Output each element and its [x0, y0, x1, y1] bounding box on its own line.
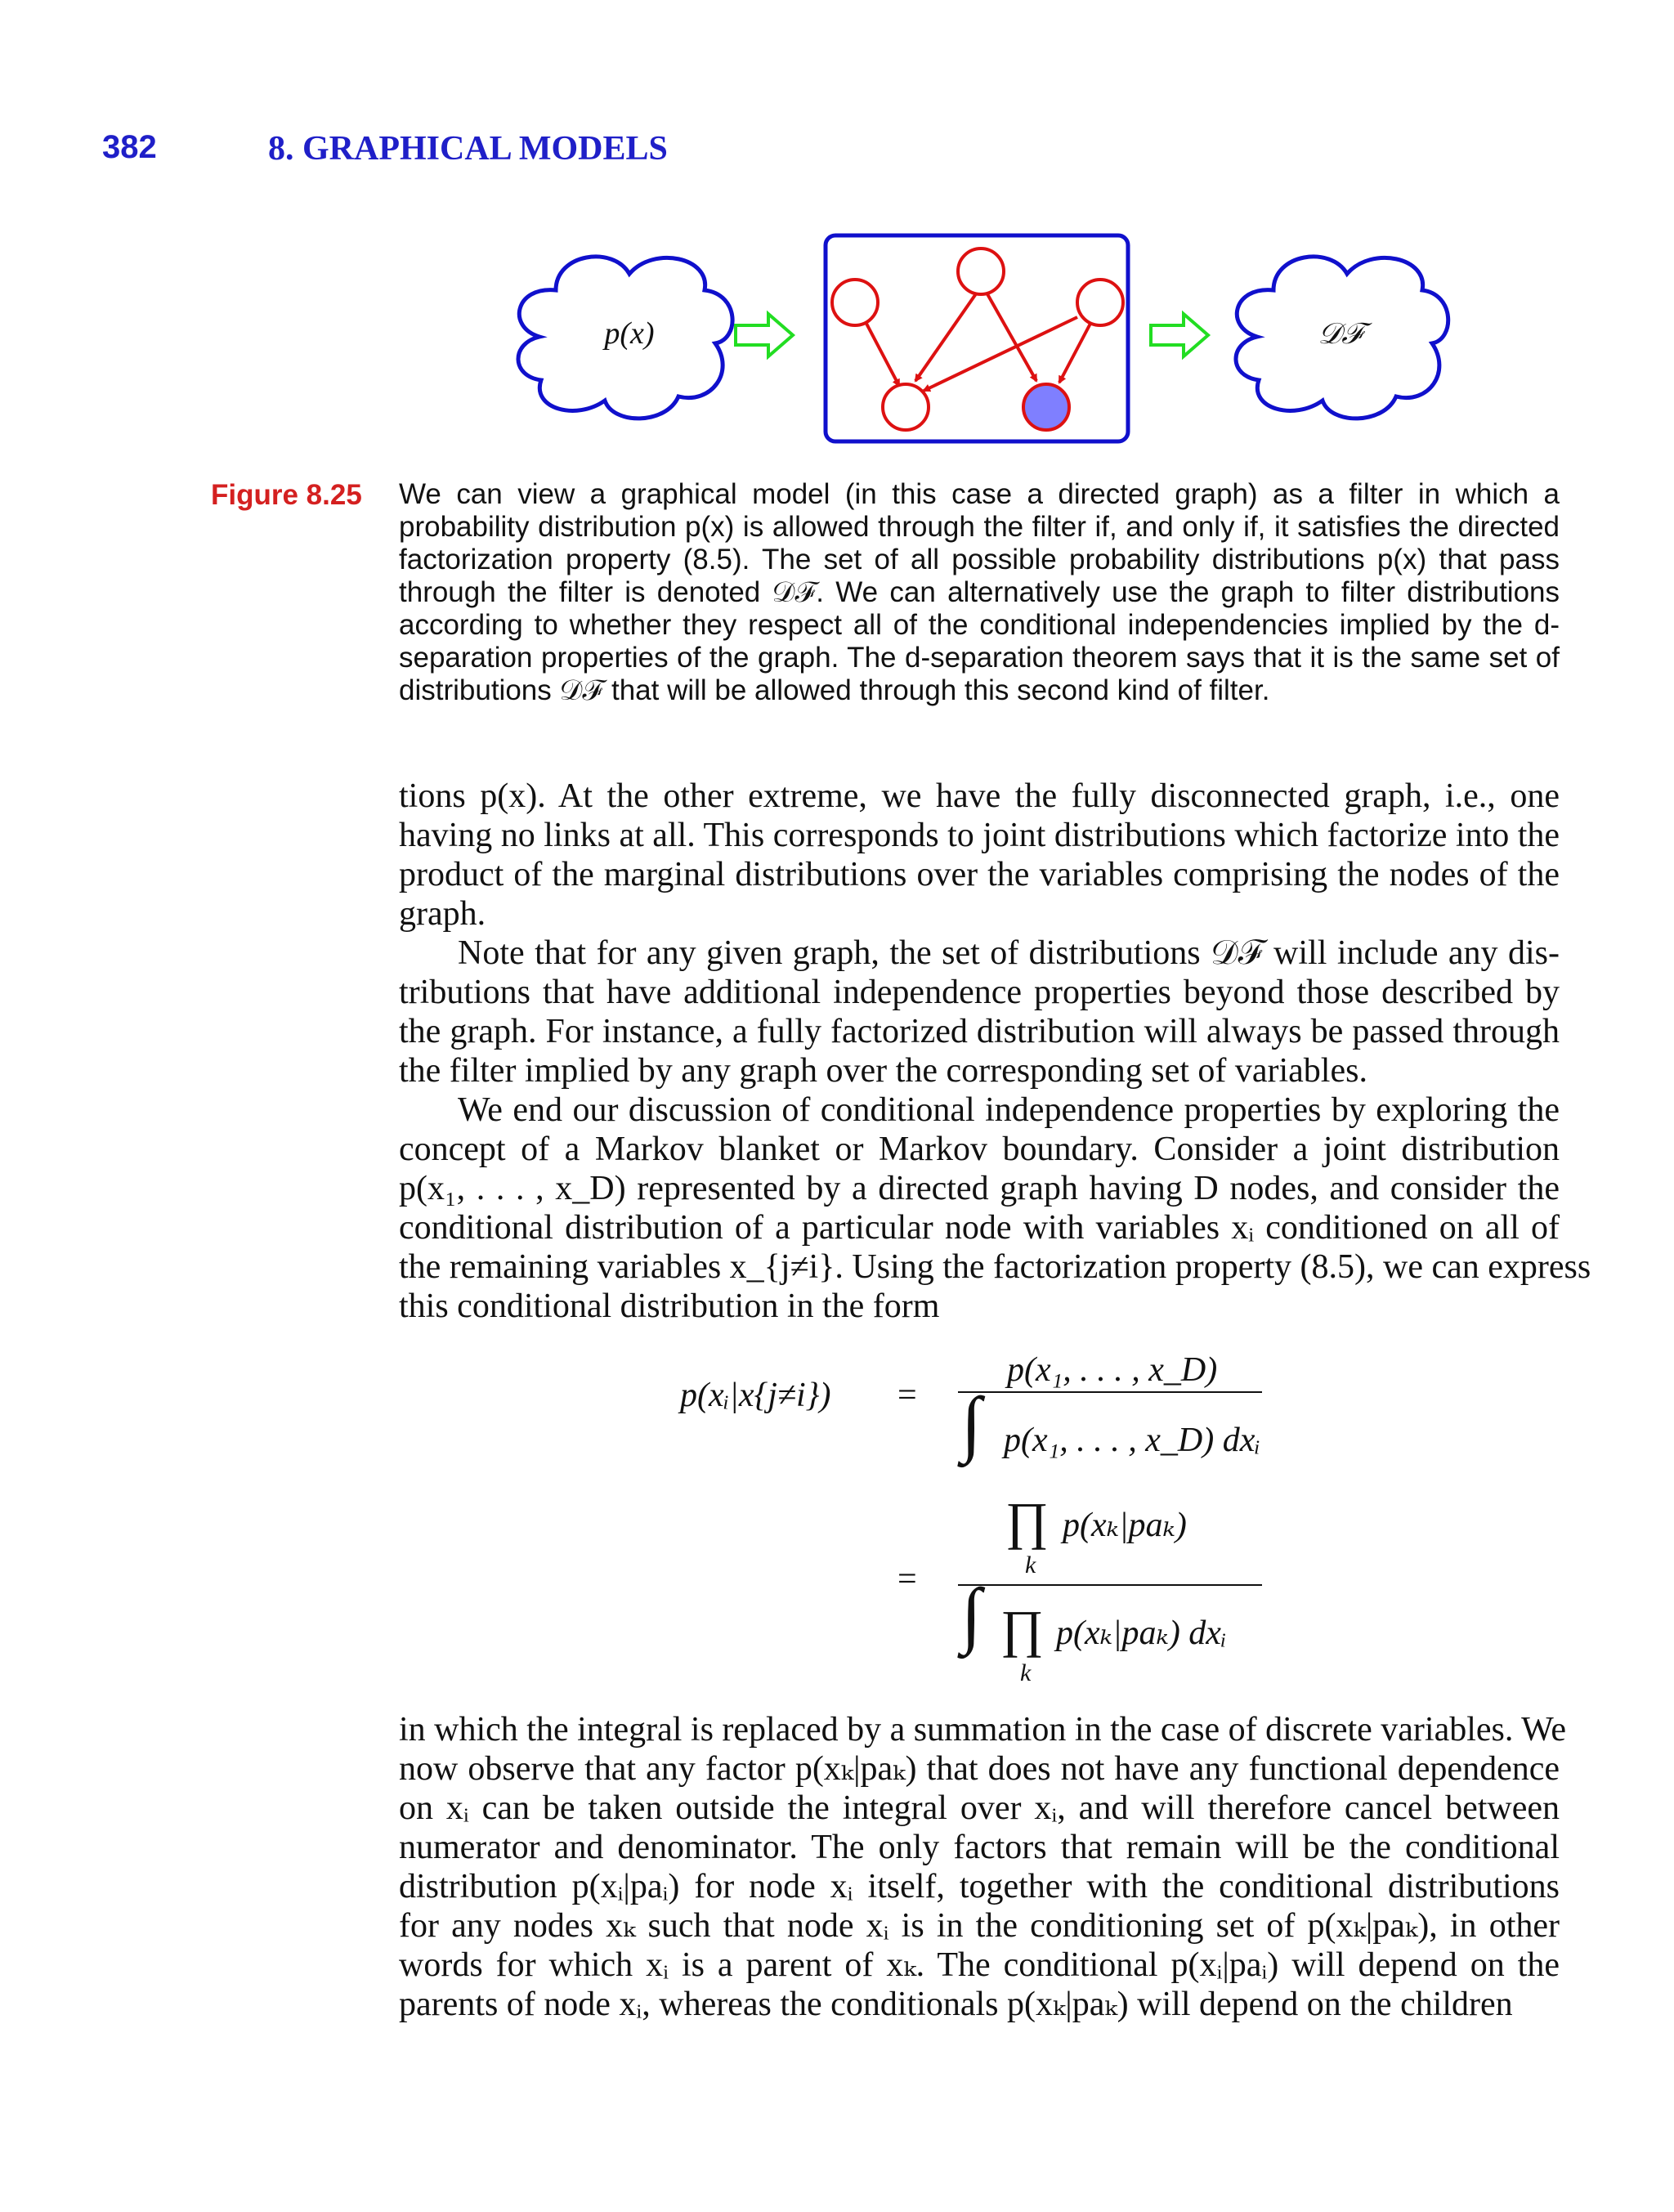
denominator-2: p(xₖ|paₖ) dxᵢ	[1056, 1614, 1227, 1652]
graph-node	[883, 384, 929, 430]
right-cloud-label: 𝒟ℱ	[1318, 317, 1363, 351]
product-sign: ∏	[1000, 1600, 1044, 1658]
body-line: numerator and denominator. The only factors that remain will be the conditional	[399, 1829, 1560, 1866]
body-line: distribution p(xᵢ|paᵢ) for node xᵢ itself, together with the conditional distributions	[399, 1868, 1560, 1905]
integral-sign: ∫	[961, 1383, 982, 1464]
body-line: We end our discussion of conditional independence properties by exploring the	[458, 1091, 1560, 1129]
body-line: the filter implied by any graph over the corresponding set of variables.	[399, 1052, 1367, 1090]
arrow-icon	[736, 314, 793, 356]
body-line: in which the integral is replaced by a summation in the case of discrete variables. We	[399, 1711, 1567, 1749]
body-line: conditional distribution of a particular node with variables xᵢ conditioned on all of	[399, 1209, 1560, 1247]
equals-sign: =	[897, 1377, 917, 1414]
body-line: the remaining variables x_{j≠i}. Using the factorization property (8.5), we can express	[399, 1248, 1591, 1286]
graph-node	[958, 249, 1004, 294]
body-line: graph.	[399, 895, 486, 933]
body-line: having no links at all. This corresponds to joint distributions which factorize into the	[399, 817, 1560, 854]
fraction-bar	[958, 1391, 1262, 1393]
body-line: for any nodes xₖ such that node xᵢ is in the conditioning set of p(xₖ|paₖ), in other	[399, 1907, 1560, 1945]
graph-node	[1077, 280, 1123, 325]
product-index: k	[1025, 1552, 1036, 1578]
body-line: now observe that any factor p(xₖ|paₖ) that does not have any functional dependence	[399, 1750, 1560, 1788]
body-line: parents of node xᵢ, whereas the conditionals p(xₖ|paₖ) will depend on the children	[399, 1986, 1513, 2023]
left-cloud-label: p(x)	[604, 316, 655, 351]
body-line: the graph. For instance, a fully factorized distribution will always be passed through	[399, 1013, 1560, 1050]
body-line: tions p(x). At the other extreme, we have the fully disconnected graph, i.e., one	[399, 777, 1560, 815]
body-line: Note that for any given graph, the set of distributions 𝒟ℱ will include any dis-	[458, 934, 1560, 972]
product-index: k	[1020, 1659, 1032, 1686]
equals-sign: =	[897, 1560, 917, 1598]
figure-caption-label: Figure 8.25	[211, 479, 362, 511]
integral-sign: ∫	[961, 1574, 982, 1655]
fraction-bar	[958, 1584, 1262, 1586]
arrow-icon	[1151, 314, 1208, 356]
equation-lhs: p(xᵢ|x{j≠i})	[680, 1377, 831, 1414]
body-line: tributions that have additional independence properties beyond those described by	[399, 974, 1560, 1011]
body-line: words for which xᵢ is a parent of xₖ. The conditional p(xᵢ|paᵢ) will depend on the	[399, 1946, 1560, 1984]
numerator-1: p(x₁, . . . , x_D)	[1007, 1351, 1218, 1389]
figure-caption-text: We can view a graphical model (in this case a directed graph) as a filter in which a probability distribution p(x) is allowed through the filter if, and only if, it satisfies the directed factorization property (8.5). The set of all possible probability distributions p(x) that pass through the filter is denoted 𝒟ℱ. We can alternatively use the graph to filter distributions according to whether they respect all of the conditional independencies implied by the d-separation properties of the graph. The d-separation theorem says that it is the same set of distributions 𝒟ℱ that will be allowed through this second kind of filter.	[399, 478, 1560, 706]
body-line: on xᵢ can be taken outside the integral over xᵢ, and will therefore cancel between	[399, 1789, 1560, 1827]
chapter-title: 8. GRAPHICAL MODELS	[268, 130, 668, 168]
product-sign: ∏	[1005, 1492, 1049, 1550]
observed-node	[1023, 384, 1069, 430]
body-line: concept of a Markov blanket or Markov boundary. Consider a joint distribution	[399, 1131, 1560, 1168]
body-line: p(x₁, . . . , x_D) represented by a directed graph having D nodes, and consider the	[399, 1170, 1560, 1207]
numerator-2: p(xₖ|paₖ)	[1063, 1507, 1187, 1544]
page-number: 382	[102, 129, 157, 165]
filter-figure	[490, 229, 1455, 458]
body-line: product of the marginal distributions over the variables comprising the nodes of the	[399, 856, 1560, 893]
graph-node	[832, 280, 878, 325]
denominator-1: p(x₁, . . . , x_D) dxᵢ	[1004, 1422, 1260, 1459]
body-line: this conditional distribution in the form	[399, 1287, 940, 1325]
